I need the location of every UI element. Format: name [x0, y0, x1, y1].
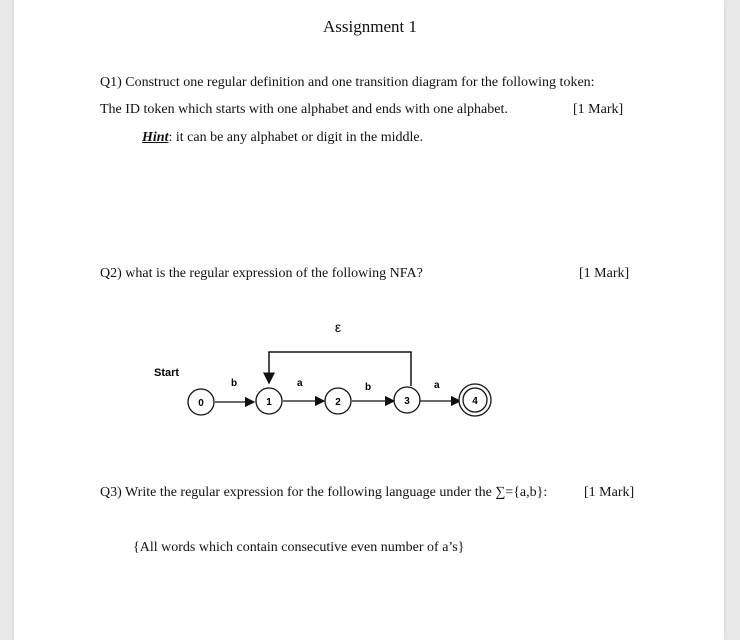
q1-hint [142, 130, 423, 146]
q1-mark: [1 Mark] [573, 102, 624, 117]
edge-label-1-2: a [297, 378, 303, 389]
epsilon-edge [269, 352, 411, 386]
q1-line1: Q1) Construct one regular definition and one transition diagram for the following token: [100, 75, 595, 90]
q3-text: Q3) Write the regular expression for the following language under the ∑={a,b}: [100, 485, 548, 500]
page-title: Assignment 1 [323, 17, 417, 36]
nfa-diagram [124, 315, 504, 425]
edge-label-0-1: b [231, 378, 238, 389]
state-2-label: 2 [335, 397, 341, 408]
q3-mark: [1 Mark] [584, 485, 635, 500]
hint-text: : it can be any alphabet or digit in the middle. [168, 130, 424, 145]
edge-label-2-3: b [365, 382, 372, 393]
state-4-label: 4 [472, 396, 478, 407]
state-0-label: 0 [198, 398, 204, 409]
hint-label: Hint [142, 130, 169, 145]
q3-language: {All words which contain consecutive even number of a’s} [133, 540, 465, 555]
epsilon-label: ε [334, 319, 342, 335]
state-1-label: 1 [266, 397, 272, 408]
start-label: Start [154, 367, 180, 379]
q2-text: Q2) what is the regular expression of the following NFA? [100, 266, 423, 281]
document-page [14, 0, 724, 640]
state-3-label: 3 [404, 396, 410, 407]
q1-line2: The ID token which starts with one alphabet and ends with one alphabet. [100, 102, 508, 117]
q2-mark: [1 Mark] [579, 266, 630, 281]
edge-label-3-4: a [434, 380, 440, 391]
